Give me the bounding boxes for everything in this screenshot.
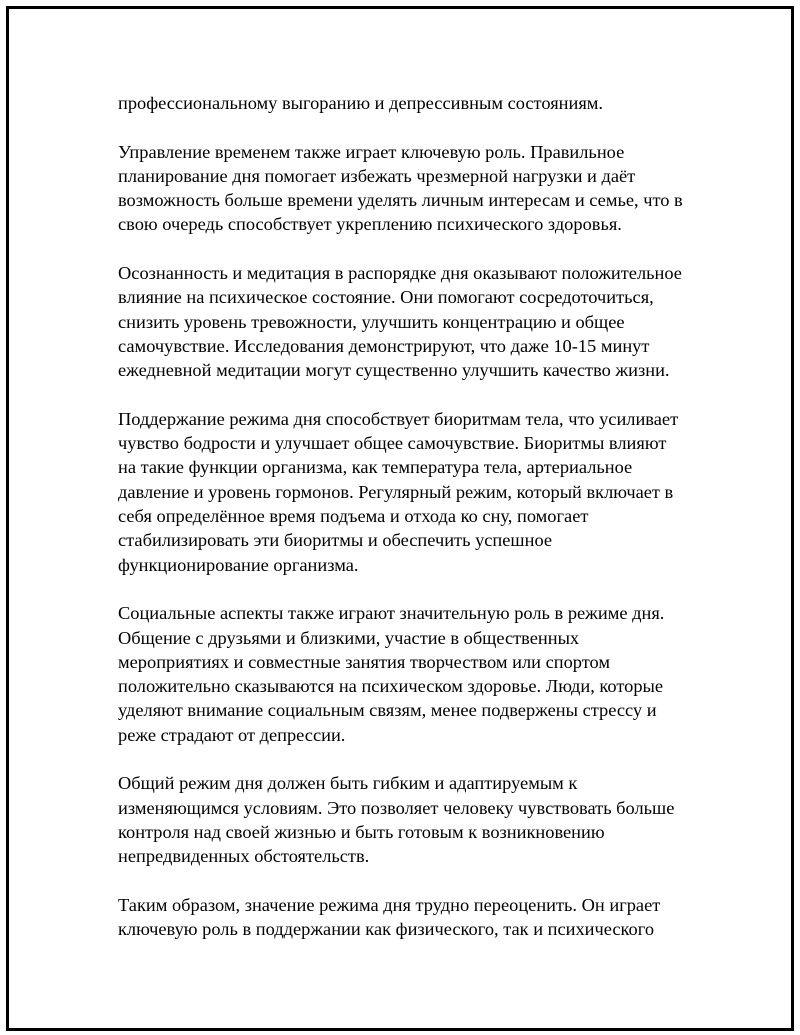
text-line: Общий режим дня должен быть гибким и адаптируемым к <box>118 773 578 794</box>
text-line: чувство бодрости и улучшает общее самочувствие. Биоритмы влияют <box>118 433 667 454</box>
paragraph <box>118 407 693 577</box>
text-line: свою очередь способствует укреплению психического здоровья. <box>118 214 622 235</box>
text-line: профессиональному выгоранию и депрессивным состояниям. <box>118 93 604 113</box>
text-line: изменяющимся условиям. Это позволяет человеку чувствовать больше <box>118 797 675 818</box>
text-line: Поддержание режима дня способствует биоритмам тела, что усиливает <box>118 408 679 429</box>
paragraph-gap <box>118 237 693 261</box>
text-line: стабилизировать эти биоритмы и обеспечить успешное <box>118 530 553 551</box>
text-line: себя определённое время подъема и отхода ко сну, помогает <box>118 506 589 527</box>
paragraph-gap <box>118 747 693 771</box>
text-line: влияние на психическое состояние. Они помогают сосредоточиться, <box>118 287 654 308</box>
text-line: Таким образом, значение режима дня трудно переоценить. Он играет <box>118 894 661 915</box>
paragraph <box>118 771 693 868</box>
paragraph-gap <box>118 577 693 601</box>
text-line: на такие функции организма, как температура тела, артериальное <box>118 457 633 478</box>
text-line: снизить уровень тревожности, улучшить концентрацию и общее <box>118 311 625 332</box>
paragraph <box>118 601 693 747</box>
text-line: Общение с друзьями и близкими, участие в общественных <box>118 627 580 648</box>
text-line: контроля над своей жизнью и быть готовым к возникновению <box>118 821 605 842</box>
text-line: возможность больше времени уделять личным интересам и семье, что в <box>118 190 683 211</box>
paragraph-gap <box>118 115 693 139</box>
text-line: ключевую роль в поддержании как физического, так и психического <box>118 919 655 940</box>
paragraph <box>118 91 693 115</box>
text-line: Осознанность и медитация в распорядке дня оказывают положительное <box>118 263 682 284</box>
paragraph <box>118 261 693 382</box>
text-line: планирование дня помогает избежать чрезмерной нагрузки и даёт <box>118 165 636 186</box>
text-line: самочувствие. Исследования демонстрируют, что даже 10-15 минут <box>118 335 650 356</box>
text-line: давление и уровень гормонов. Регулярный режим, который включает в <box>118 481 674 502</box>
text-line: реже страдают от депрессии. <box>118 724 346 745</box>
paragraph-gap <box>118 869 693 893</box>
text-line: положительно сказываются на психическом здоровье. Люди, которые <box>118 676 664 697</box>
text-line: непредвиденных обстоятельств. <box>118 846 370 867</box>
text-line: ежедневной медитации могут существенно улучшить качество жизни. <box>118 360 670 381</box>
text-line: уделяют внимание социальным связям, менее подвержены стрессу и <box>118 700 657 721</box>
text-line: Социальные аспекты также играют значительную роль в режиме дня. <box>118 603 665 624</box>
paragraph <box>118 893 693 942</box>
paragraph-gap <box>118 383 693 407</box>
text-line: Управление временем также играет ключевую роль. Правильное <box>118 141 625 162</box>
text-line: мероприятиях и совместные занятия творчеством или спортом <box>118 651 611 672</box>
paragraph <box>118 140 693 237</box>
document-body <box>118 91 693 941</box>
text-line: функционирование организма. <box>118 554 359 575</box>
